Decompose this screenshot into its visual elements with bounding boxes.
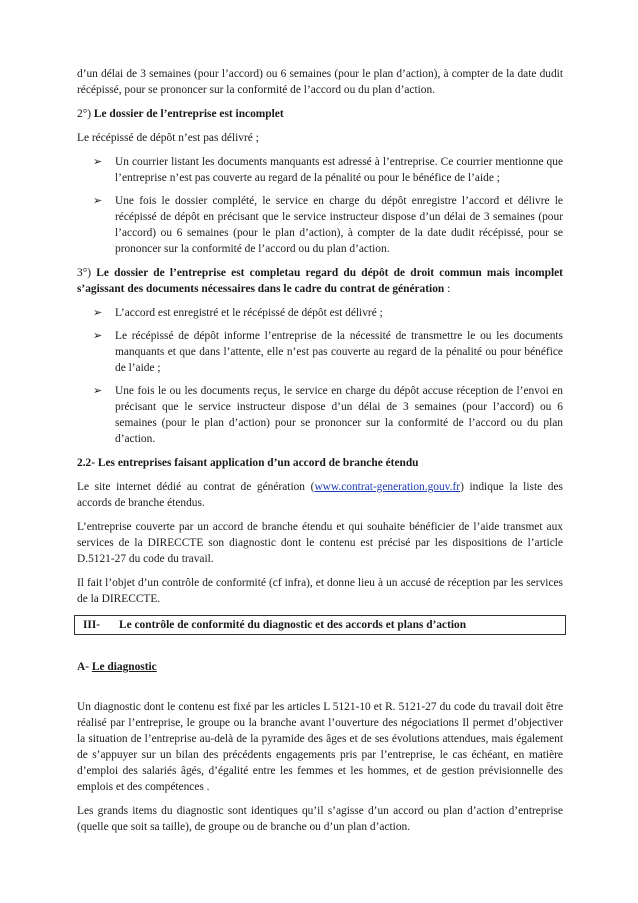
list-item	[77, 193, 563, 257]
list-item	[77, 305, 563, 321]
section-2-2-paragraph-3: Il fait l’objet d’un contrôle de conformité (cf infra), et donne lieu à un accusé de réception par les services de la DIRECCTE.	[77, 577, 563, 605]
arrow-bullet-icon: ➢	[93, 384, 103, 397]
arrow-bullet-icon: ➢	[93, 329, 103, 342]
arrow-bullet-icon: ➢	[93, 194, 103, 207]
contrat-generation-link[interactable]: www.contrat-generation.gouv.fr	[314, 481, 461, 493]
bullet-text: Une fois le dossier complété, le service en charge du dépôt enregistre l’accord et délivre le récépissé de dépôt en précisant que le service instructeur dispose d’un délai de 3 semaines (pour l’accord) ou 6 semaines (pour le plan d’action), à compter de la date dudit récépissé, pour se prononcer sur la conformité de l’accord ou du plan d’action.	[115, 195, 563, 255]
section-a-title: Le diagnostic	[91, 661, 157, 673]
section-iii-title: Le contrôle de conformité du diagnostic et des accords et plans d’action	[119, 619, 467, 631]
bullet-text: Une fois le ou les documents reçus, le service en charge du dépôt accuse réception de l’envoi en précisant que le service instructeur dispose d’un délai de 3 semaines (pour l’accord) ou 6 semaines (pour le plan d’action) pour se prononcer sur la conformité de l’accord ou du plan d’action.	[115, 385, 563, 445]
list-item	[77, 328, 563, 376]
section-a-heading	[77, 659, 563, 675]
case-3-colon: :	[444, 283, 451, 295]
arrow-bullet-icon: ➢	[93, 306, 103, 319]
section-a-prefix: A-	[77, 661, 92, 673]
section-2-2-heading: 2.2- Les entreprises faisant application d’un accord de branche étendu	[77, 457, 419, 469]
section-2-2-paragraph-2: L’entreprise couverte par un accord de branche étendu et qui souhaite bénéficier de l’aide transmet aux services de la DIRECCTE son diagnostic dont le contenu est précisé par les dispositions de l’article D.5121-27 du code du travail.	[77, 521, 563, 565]
bullet-text: Un courrier listant les documents manquants est adressé à l’entreprise. Ce courrier mentionne que l’entreprise n’est pas couverte au regard de la pénalité ou pour le bénéfice de l’aide ;	[115, 156, 563, 184]
intro-paragraph: d’un délai de 3 semaines (pour l’accord) ou 6 semaines (pour le plan d’action), à compter de la date dudit récépissé, pour se prononcer sur la conformité de l’accord ou du plan d’action.	[77, 68, 563, 96]
paragraph-text: Le site internet dédié au contrat de génération (	[77, 481, 315, 493]
bullet-text: Le récépissé de dépôt informe l’entreprise de la nécessité de transmettre le ou les documents manquants et que dans l’attente, elle n’est pas couverte au regard de la pénalité ou pour bénéfice de l’aide ;	[115, 330, 563, 374]
case-3-number: 3°)	[77, 267, 97, 279]
case-2-text: Le récépissé de dépôt n’est pas délivré ;	[77, 132, 259, 144]
section-a-paragraph-1: Un diagnostic dont le contenu est fixé par les articles L 5121-10 et R. 5121-27 du code du travail doit être réalisé par l’entreprise, le groupe ou la branche avant l’ouverture des négociations Il permet d’objectiver la situation de l’entreprise au-delà de la pyramide des âges et de ses évolutions attendues, mais également de s’appuyer sur un bilan des précédents engagements pris par l’entreprise, le cas échéant, en matière d’emploi des salariés âgés, d’égalité entre les femmes et les hommes, et de gestion prévisionnelle des emplois et des compétences .	[77, 701, 563, 793]
section-a-paragraph-2: Les grands items du diagnostic sont identiques qu’il s’agisse d’un accord ou plan d’action d’entreprise (quelle que soit sa taille), de groupe ou de branche ou d’un plan d’action.	[77, 805, 563, 833]
bullet-text: L’accord est enregistré et le récépissé de dépôt est délivré ;	[115, 307, 383, 319]
document-page	[77, 66, 563, 843]
case-3-title: Le dossier de l’entreprise est completau regard du dépôt de droit commun mais incomplet s’agissant des documents nécessaires dans le cadre du contrat de génération	[77, 267, 563, 295]
paragraph-text: ) indique la liste des accords de branche étendus.	[77, 481, 563, 509]
section-iii-number: III-	[83, 619, 101, 631]
case-2-title: Le dossier de l’entreprise est incomplet	[93, 108, 284, 120]
section-2-2-paragraph-1	[77, 479, 563, 511]
case-2-heading	[77, 106, 563, 122]
list-item	[77, 383, 563, 447]
case-2-bullet-list	[77, 154, 563, 257]
case-3-heading	[77, 265, 563, 297]
case-3-bullet-list	[77, 305, 563, 447]
list-item	[77, 154, 563, 186]
arrow-bullet-icon: ➢	[93, 155, 103, 168]
case-2-number: 2°)	[77, 108, 94, 120]
section-iii-heading-box	[74, 615, 566, 635]
